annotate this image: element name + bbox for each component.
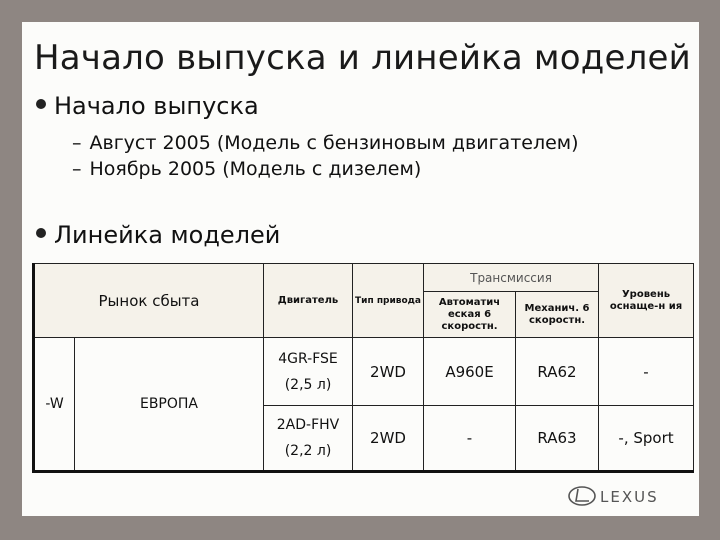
bullet-lineup-text: Линейка моделей: [54, 221, 281, 249]
header-manual: Механич. 6 скоростн.: [516, 292, 599, 338]
header-market: Рынок сбыта: [34, 264, 264, 338]
lexus-logo-icon: [568, 484, 680, 508]
table-row: [34, 338, 694, 406]
engine-volume: (2,5 л): [284, 376, 332, 393]
dash-icon: –: [72, 158, 82, 180]
manual-cell: RA63: [516, 406, 599, 472]
market-name: ЕВРОПА: [75, 338, 264, 472]
automatic-cell: A960E: [424, 338, 516, 406]
header-trim: Уровень оснаще-н ия: [599, 264, 694, 338]
model-lineup-table: [32, 263, 694, 473]
bullet-lineup: [36, 221, 280, 249]
subitem-august: [72, 132, 579, 154]
automatic-cell: -: [424, 406, 516, 472]
dash-icon: –: [72, 132, 82, 154]
bullet-launch: [36, 92, 259, 120]
bullet-launch-text: Начало выпуска: [54, 92, 259, 120]
header-automatic: Автоматич еская 6 скоростн.: [424, 292, 516, 338]
drive-cell: 2WD: [353, 406, 424, 472]
engine-cell: [264, 338, 353, 406]
trim-cell: -, Sport: [599, 406, 694, 472]
header-transmission: Трансмиссия: [424, 264, 599, 292]
trim-cell: -: [599, 338, 694, 406]
market-code: -W: [34, 338, 75, 472]
subitem-august-text: Август 2005 (Модель с бензиновым двигателем): [89, 132, 579, 154]
subitem-november-text: Ноябрь 2005 (Модель с дизелем): [89, 158, 422, 180]
table-header-row: [34, 264, 694, 292]
logo-text: LEXUS: [600, 488, 659, 506]
engine-name: 2AD-FHV: [276, 417, 340, 433]
header-drive: Тип привода: [353, 264, 424, 338]
slide-title: Начало выпуска и линейка моделей: [34, 38, 691, 78]
header-engine: Двигатель: [264, 264, 353, 338]
bullet-dot-icon: [36, 99, 46, 109]
engine-cell: [264, 406, 353, 472]
engine-name: 4GR-FSE: [278, 350, 338, 367]
slide: [22, 22, 699, 516]
drive-cell: 2WD: [353, 338, 424, 406]
engine-volume: (2,2 л): [284, 443, 332, 459]
manual-cell: RA62: [516, 338, 599, 406]
subitem-november: [72, 158, 421, 180]
bullet-dot-icon: [36, 228, 46, 238]
